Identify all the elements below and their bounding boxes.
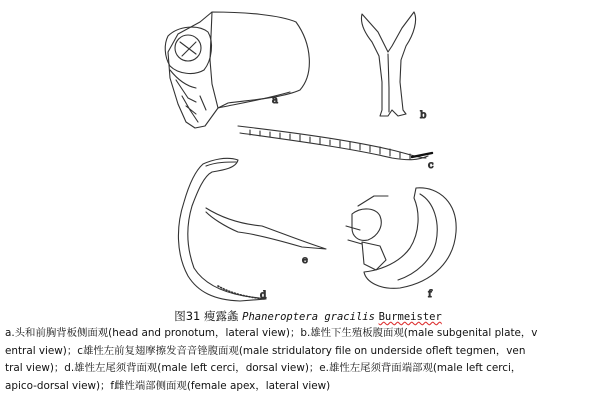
panel-e-label: e	[302, 255, 308, 266]
panel-f-female-apex-drawing	[346, 188, 456, 288]
figure-number: 图31	[174, 309, 201, 323]
species-name: Phaneroptera gracilis	[242, 311, 375, 323]
caption-line: tral view)；d.雄性左尾须背面观(male left cerci，dorsal view)；e.雄性左尾须背面端部观(male left cerci，	[5, 362, 522, 375]
caption-line: apico-dorsal view)；f雌性端部侧面观(female apex，lateral view)	[5, 379, 331, 392]
panel-b-label: b	[420, 110, 427, 121]
panel-a-label: a	[272, 95, 278, 106]
figure-caption-body	[5, 325, 613, 395]
panel-d-cerci-dorsal-drawing	[178, 158, 266, 301]
panel-d-label: d	[260, 290, 267, 301]
panel-c-stridulatory-file-drawing	[238, 126, 432, 160]
caption-line: a.头和前胸背板侧面观(head and pronotum，lateral view)；b.雄性下生殖板腹面观(male subgenital plate，v	[5, 327, 538, 339]
panel-f-label: f	[428, 289, 432, 300]
panel-c-label: c	[428, 160, 434, 171]
figure-caption-title	[0, 309, 616, 325]
panel-e-cerci-apical-drawing	[206, 208, 326, 249]
panel-a-head-pronotum-drawing	[165, 12, 309, 128]
panel-b-subgenital-plate-drawing	[361, 12, 415, 116]
caption-line: entral view)；c雄性左前复翅摩擦发音音锉腹面观(male stridulatory file on underside ofleft tegmen，ven	[5, 344, 526, 357]
species-author: Burmeister	[378, 311, 442, 323]
common-name: 瘦露螽	[204, 309, 239, 323]
